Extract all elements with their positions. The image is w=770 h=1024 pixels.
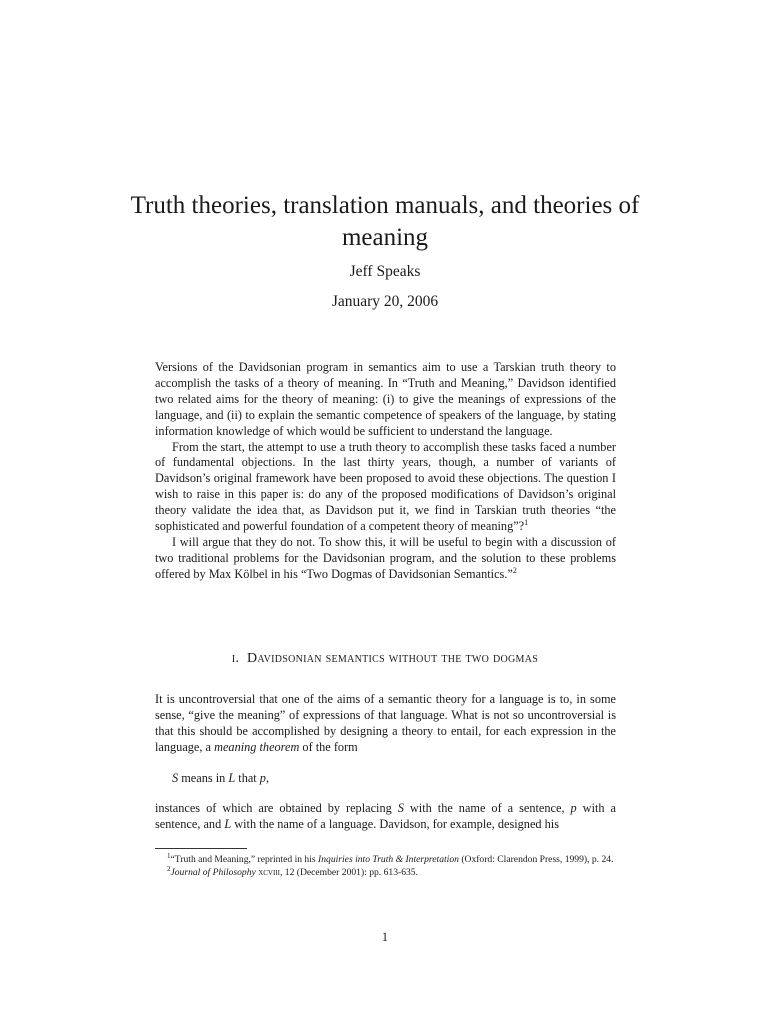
section-heading — [0, 651, 770, 667]
meaning-theorem-schema — [172, 771, 269, 786]
p5-text-d: with the name of a language. Davidson, for example, designed his — [231, 816, 559, 831]
intro-paragraph-1 — [155, 360, 616, 440]
footnote-1-text-end: (Oxford: Clarendon Press, 1999), p. 24. — [458, 854, 614, 865]
footnote-1 — [155, 853, 616, 866]
footnote-2-text-end: , 12 (December 2001): pp. 613-635. — [279, 867, 418, 878]
footnote-rule — [155, 848, 247, 849]
footnote-2-volume: xcviii — [258, 867, 280, 878]
footnote-ref-2[interactable]: 2 — [512, 565, 517, 575]
schema-comma: , — [265, 771, 270, 785]
p5-text-b: with the name of a sentence, — [403, 801, 571, 815]
intro-paragraph-3-text: I will argue that they do not. To show this, it will be useful to begin with a discussion of two traditional problems for the Davidsonian program, and the solution to these problems offered by Max Kölbel in his “Two Dogmas of Davidsonian Semantics.” — [155, 534, 616, 581]
author-name: Jeff Speaks — [349, 263, 421, 280]
intro-paragraph-1-text: Versions of the Davidsonian program in semantics aim to use a Tarskian truth theory to accomplish the tasks of a theory of meaning. In “Truth and Meaning,” Davidson identified two related aims for the theory of meaning: (i) to give the meanings of expressions of the language, and (ii) to explain the semantic competence of speakers of the language, by stating information knowledge of which would be sufficient to understand the language. — [155, 360, 616, 438]
schema-means-in: means in — [178, 771, 229, 785]
p5-text-c: with a sentence, and — [155, 801, 617, 831]
section-paragraph-2 — [155, 801, 616, 833]
footnote-1-text: “Truth and Meaning,” reprinted in his — [170, 854, 319, 865]
meaning-theorem-term: meaning theorem — [214, 739, 300, 754]
paper-title: Truth theories, translation manuals, and theories of meaning — [130, 192, 640, 251]
intro-paragraph-2-text: From the start, the attempt to use a truth theory to accomplish these tasks faced a number of fundamental objections. In the last thirty years, though, a number of variants of Davidson’s original framework have been proposed to avoid these objections. The question I wish to raise in this paper is: do any of the proposed modifications of Davidson’s original theory validate the idea that, as Davidson put it, we find in Tarskian truth theories “the sophisticated and powerful foundation of a competent theory of meaning”? — [155, 439, 616, 534]
p5-var-p: p — [570, 801, 577, 815]
section-paragraph-1-end: of the form — [299, 739, 358, 754]
schema-l: L — [228, 771, 236, 785]
paper-date: January 20, 2006 — [331, 293, 439, 310]
intro-paragraph-3 — [155, 535, 616, 583]
p5-var-s: S — [397, 801, 404, 815]
intro-paragraph-2 — [155, 440, 616, 535]
p5-var-l: L — [224, 816, 232, 831]
section-paragraph-1-text: It is uncontroversial that one of the aims of a semantic theory for a language is to, in some sense, “give the meaning” of expressions of that language. What is not so uncontroversial is that this should be accomplished by designing a theory to entail, for each expression in the language, a — [155, 692, 616, 754]
schema-s: S — [172, 771, 179, 785]
intro-section — [155, 360, 616, 583]
footnote-2-journal: Journal of Philosophy — [170, 867, 256, 878]
section-number: i. — [231, 651, 240, 666]
schema-that: that — [235, 771, 260, 785]
footnotes — [155, 853, 616, 879]
footnote-2-number: 2 — [167, 865, 171, 873]
p5-text-a: instances of which are obtained by replacing — [155, 801, 398, 815]
footnote-2 — [155, 866, 616, 879]
schema-p: p — [259, 771, 266, 785]
footnote-1-book-title: Inquiries into Truth & Interpretation — [318, 854, 459, 865]
footnote-ref-1[interactable]: 1 — [524, 518, 529, 528]
page-number: 1 — [381, 930, 389, 944]
section-title: Davidsonian semantics without the two dogmas — [246, 651, 539, 666]
footnote-1-number: 1 — [167, 852, 171, 860]
section-paragraph-1 — [155, 692, 616, 756]
